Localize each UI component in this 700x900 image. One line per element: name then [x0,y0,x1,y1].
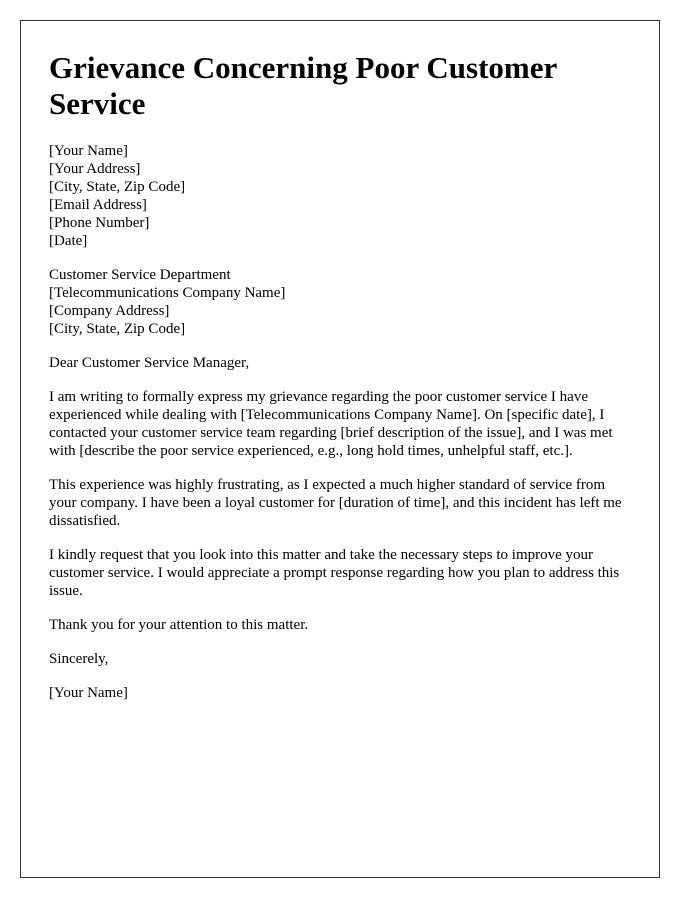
body-paragraph-3: I kindly request that you look into this matter and take the necessary steps to improve your customer service. I would appreciate a prompt response regarding how you plan to address this issue. [49,547,620,599]
sender-name: [Your Name] [49,143,128,159]
recipient-address [49,266,631,338]
sender-email: [Email Address] [49,197,147,213]
signature: [Your Name] [49,685,128,701]
sender-phone: [Phone Number] [49,215,150,231]
closing: Sincerely, [49,651,109,667]
letter-page [20,20,660,878]
salutation: Dear Customer Service Manager, [49,355,250,371]
recipient-company: [Telecommunications Company Name] [49,285,286,301]
recipient-city-state-zip: [City, State, Zip Code] [49,321,186,337]
sender-address [49,142,631,250]
body-paragraph-2: This experience was highly frustrating, as I expected a much higher standard of service from your company. I have been a loyal customer for [duration of time], and this incident has left me dissatisfied. [49,477,622,529]
sender-address-line: [Your Address] [49,161,141,177]
sender-city-state-zip: [City, State, Zip Code] [49,179,186,195]
letter-title: Grievance Concerning Poor Customer Service [49,50,557,121]
body-paragraph-1: I am writing to formally express my grievance regarding the poor customer service I have experienced while dealing with [Telecommunications Company Name]. On [specific date], I contacted your customer service team regarding [brief description of the issue], and I was met with [describe the poor service experienced, e.g., long hold times, unhelpful staff, etc.]. [49,389,613,459]
letter-date: [Date] [49,233,88,249]
recipient-department: Customer Service Department [49,267,231,283]
recipient-address-line: [Company Address] [49,303,170,319]
body-paragraph-4: Thank you for your attention to this matter. [49,617,309,633]
